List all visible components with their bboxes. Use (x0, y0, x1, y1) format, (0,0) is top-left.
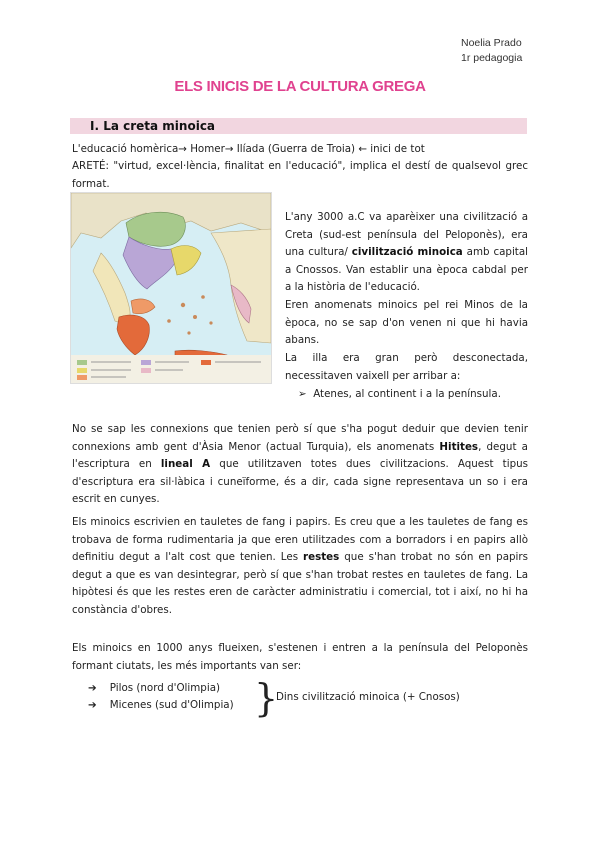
author-name: Noelia Prado (461, 37, 522, 49)
keyword-linear-a: lineal A (160, 458, 211, 470)
keyword-restes: restes (303, 551, 340, 563)
arrow-icon: ➔ (88, 682, 97, 694)
paragraph-tablets-part1: Els minoics escrivien en tauletes de fang i papirs. Es creu que a les tauletes de fang es trobava de forma rudimentaria ja que eren utilitzades com a borradors i en papirs allò definitiu degut a l'alt cost que tenien. Les (72, 516, 528, 563)
city-pilos-text: Pilos (nord d'Olimpia) (109, 682, 221, 694)
city-micenes-text: Micenes (sud d'Olimpia) (109, 699, 234, 711)
bullet-arrow-icon: ➢ (298, 388, 307, 400)
section-heading-label: I. La creta minoica (90, 119, 216, 133)
paragraph-hittites-part1: No se sap les connexions que tenien però sí que s'ha pogut deduir que devien tenir connexions amb gent d'Àsia Menor (actual Turquia), els anomenats (72, 423, 528, 453)
brace-note: Dins civilització minoica (+ Cnosos) (276, 691, 460, 703)
paragraph-hittites (72, 421, 528, 509)
map-aegean (70, 192, 272, 384)
page-title: ELS INICIS DE LA CULTURA GREGA (174, 78, 426, 95)
section-heading (70, 118, 527, 134)
paragraph-island: La illa era gran però desconectada, necessitaven vaixell per arribar a: (285, 352, 528, 382)
arrow-icon: ➔ (88, 699, 97, 711)
paragraph-expansion: Els minoics en 1000 anys flueixen, s'estenen i entren a la península del Peloponès formant ciutats, les més importants van ser: (72, 642, 528, 672)
intro-arete: ARETÉ: "virtud, excel·lència, finalitat en l'educació", implica el destí de qualsevol grec format. (72, 160, 528, 190)
keyword-hittites: Hitites (439, 440, 479, 453)
paragraph-hittites-part3: que utilitzaven totes dues civilitzacions. Aquest tipus d'escriptura era sil·làbica i cuneïforme, és a dir, cada signe representava un so i era escrit en cunyes. (72, 458, 528, 505)
keyword-minoan-civilization: civilització minoica (351, 246, 463, 258)
paragraph-hittites-part2: , degut a l'escriptura en (72, 440, 528, 470)
paragraph-tablets-part2: que s'han trobat no són en papirs degut a que es van desintegrar, però sí que s'han trobat restes en tauletes de fang. La hipòtesi és que les restes eren de caràcter administratiu i comercial, tot i així, no hi ha constància d'obres. (72, 551, 528, 616)
paragraph-tablets (72, 514, 528, 619)
city-pilos (88, 680, 220, 698)
bullet-athens-text: Atenes, al continent i a la península. (313, 388, 502, 400)
brace-icon: } (254, 676, 279, 720)
paragraph-origin-part1: L'any 3000 a.C va aparèixer una civilització a Creta (sud-est península del Peloponès), era una cultura/ (285, 211, 528, 258)
intro-homer-line: L'educació homèrica→ Homer→ Ilíada (Guerra de Troia) ← inici de tot (72, 143, 425, 155)
author-course: 1r pedagogia (461, 52, 523, 64)
author-block (461, 36, 522, 66)
paragraph-minos: Eren anomenats minoics pel rei Minos de la època, no se sap d'on venen ni que hi havia abans. (285, 299, 528, 346)
map-aegean-image (71, 193, 271, 383)
paragraph-origin (285, 209, 528, 297)
city-micenes (88, 697, 234, 715)
bullet-athens (298, 386, 501, 404)
paragraph-origin-part2: amb capital a Cnossos. Van establir una època cabdal per a la història de l'educació. (285, 246, 529, 293)
